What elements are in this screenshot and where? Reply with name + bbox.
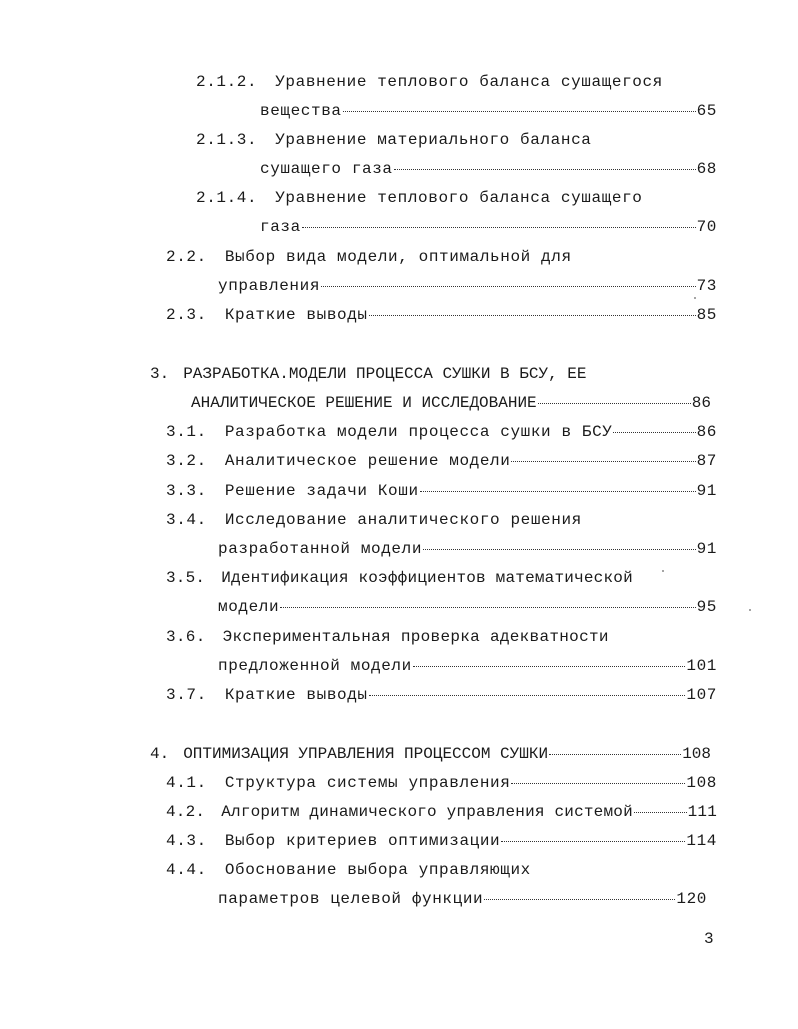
toc-entry-title: Аналитическое решение модели	[224, 452, 511, 470]
dot-leader	[343, 111, 696, 112]
toc-entry-4-2	[166, 802, 717, 822]
toc-entry-number: 2.1.4.	[196, 189, 258, 207]
toc-entry-page: 87	[696, 452, 717, 470]
toc-entry-title: Исследование аналитического решения	[224, 511, 582, 529]
toc-entry-3-1	[166, 422, 717, 442]
page-number: 3	[704, 930, 714, 948]
toc-entry-4-4-cont	[218, 889, 707, 909]
toc-entry-title: Решение задачи Коши	[224, 482, 419, 500]
dot-leader	[484, 899, 675, 900]
toc-entry-title: Алгоритм динамического управления системой	[221, 803, 633, 821]
toc-entry-title: Экспериментальная проверка адекватности	[222, 628, 609, 646]
dot-leader	[394, 169, 696, 170]
toc-entry-3-5	[166, 568, 633, 588]
toc-entry-number: 3.2.	[166, 452, 207, 470]
toc-entry-number: 2.2.	[166, 248, 207, 266]
toc-entry-2-2-cont	[218, 276, 717, 296]
toc-entry-title: Обоснование выбора управляющих	[224, 861, 531, 879]
toc-entry-title-cont: модели	[218, 598, 280, 616]
toc-entry-2-1-2-cont	[260, 101, 717, 121]
toc-entry-title-cont: параметров целевой функции	[218, 890, 484, 908]
toc-entry-2-1-2	[196, 72, 663, 92]
toc-entry-page: 114	[686, 832, 717, 850]
toc-entry-title-cont: предложенной модели	[218, 657, 412, 675]
dot-leader	[369, 695, 686, 696]
toc-entry-title: Структура системы управления	[224, 774, 511, 792]
toc-entry-title-cont: сушащего газа	[260, 160, 393, 178]
toc-entry-title: Выбор вида модели, оптимальной для	[224, 248, 572, 266]
dot-leader	[280, 607, 695, 608]
toc-entry-number: 4.3.	[166, 832, 207, 850]
dot-leader	[538, 403, 691, 404]
toc-entry-title: Идентификация коэффициентов математической	[221, 569, 633, 587]
scan-speck	[694, 297, 696, 299]
toc-entry-title: Уравнение теплового баланса сушащегося	[275, 73, 663, 91]
toc-entry-page: 111	[687, 803, 717, 821]
toc-entry-2-1-4-cont	[260, 217, 717, 237]
toc-entry-page: 65	[696, 102, 717, 120]
toc-chapter-title: РАЗРАБОТКА.МОДЕЛИ ПРОЦЕССА СУШКИ В БСУ, ЕЕ	[183, 365, 587, 383]
toc-entry-number: 3.7.	[166, 686, 207, 704]
dot-leader	[321, 286, 696, 287]
toc-entry-3-7	[166, 685, 717, 705]
dot-leader	[413, 666, 686, 667]
toc-entry-page: 91	[696, 482, 717, 500]
toc-entry-page: 107	[686, 686, 717, 704]
toc-entry-title: Выбор критериев оптимизации	[224, 832, 501, 850]
toc-entry-title: Краткие выводы	[224, 686, 368, 704]
scan-speck	[749, 609, 751, 611]
toc-entry-title: Разработка модели процесса сушки в БСУ	[224, 423, 613, 441]
toc-entry-4-3	[166, 831, 717, 851]
toc-chapter-page: 86	[691, 394, 711, 412]
toc-chapter-number: 4.	[150, 745, 170, 763]
toc-entry-2-3	[166, 305, 717, 325]
toc-entry-page: 68	[696, 160, 717, 178]
toc-chapter-page: 108	[682, 745, 711, 763]
toc-entry-title: Краткие выводы	[224, 306, 368, 324]
dot-leader	[511, 783, 685, 784]
toc-entry-number: 2.3.	[166, 306, 207, 324]
toc-entry-2-1-3	[196, 130, 591, 150]
toc-entry-2-1-3-cont	[260, 159, 717, 179]
toc-entry-page: 73	[696, 277, 717, 295]
dot-leader	[369, 315, 696, 316]
toc-entry-number: 4.4.	[166, 861, 207, 879]
toc-entry-3-2	[166, 451, 717, 471]
toc-entry-4-4	[166, 860, 531, 880]
toc-entry-title-cont: разработанной модели	[218, 540, 423, 558]
toc-entry-page: 70	[696, 218, 717, 236]
toc-entry-number: 3.4.	[166, 511, 207, 529]
toc-entry-4-1	[166, 773, 717, 793]
toc-entry-number: 2.1.2.	[196, 73, 258, 91]
toc-entry-3-6-cont	[218, 656, 717, 676]
toc-entry-number: 2.1.3.	[196, 131, 258, 149]
toc-entry-number: 4.2.	[166, 803, 206, 821]
toc-chapter-4	[150, 744, 711, 764]
toc-entry-3-5-cont	[218, 597, 717, 617]
toc-chapter-title: ОПТИМИЗАЦИЯ УПРАВЛЕНИЯ ПРОЦЕССОМ СУШКИ	[183, 745, 549, 763]
toc-entry-title: Уравнение материального баланса	[275, 131, 592, 149]
toc-entry-page: 91	[696, 540, 717, 558]
toc-entry-page: 85	[696, 306, 717, 324]
toc-entry-title-cont: газа	[260, 218, 301, 236]
toc-entry-2-1-4	[196, 188, 642, 208]
toc-chapter-3	[150, 364, 586, 384]
toc-entry-number: 3.5.	[166, 569, 206, 587]
dot-leader	[613, 432, 695, 433]
toc-entry-number: 3.3.	[166, 482, 207, 500]
dot-leader	[423, 549, 696, 550]
dot-leader	[302, 227, 696, 228]
toc-entry-title-cont: управления	[218, 277, 321, 295]
toc-entry-3-4-cont	[218, 539, 717, 559]
scan-speck	[662, 570, 664, 572]
toc-entry-title-cont: вещества	[260, 102, 342, 120]
toc-entry-title: Уравнение теплового баланса сушащего	[275, 189, 643, 207]
dot-leader	[549, 754, 681, 755]
toc-chapter-3-cont	[191, 393, 711, 413]
toc-entry-number: 3.6.	[166, 628, 206, 646]
toc-entry-page: 108	[686, 774, 717, 792]
toc-entry-number: 4.1.	[166, 774, 207, 792]
toc-entry-2-2	[166, 247, 572, 267]
toc-entry-page: 120	[676, 890, 707, 908]
toc-entry-page: 101	[686, 657, 717, 675]
dot-leader	[501, 841, 685, 842]
toc-entry-3-3	[166, 481, 717, 501]
dot-leader	[511, 461, 695, 462]
toc-entry-3-4	[166, 510, 582, 530]
dot-leader	[420, 491, 696, 492]
toc-chapter-title-cont: АНАЛИТИЧЕСКОЕ РЕШЕНИЕ И ИССЛЕДОВАНИЕ	[191, 394, 537, 412]
toc-entry-page: 86	[696, 423, 717, 441]
toc-entry-page: 95	[696, 598, 717, 616]
toc-entry-3-6	[166, 627, 609, 647]
dot-leader	[634, 812, 687, 813]
toc-entry-number: 3.1.	[166, 423, 207, 441]
toc-chapter-number: 3.	[150, 365, 170, 383]
